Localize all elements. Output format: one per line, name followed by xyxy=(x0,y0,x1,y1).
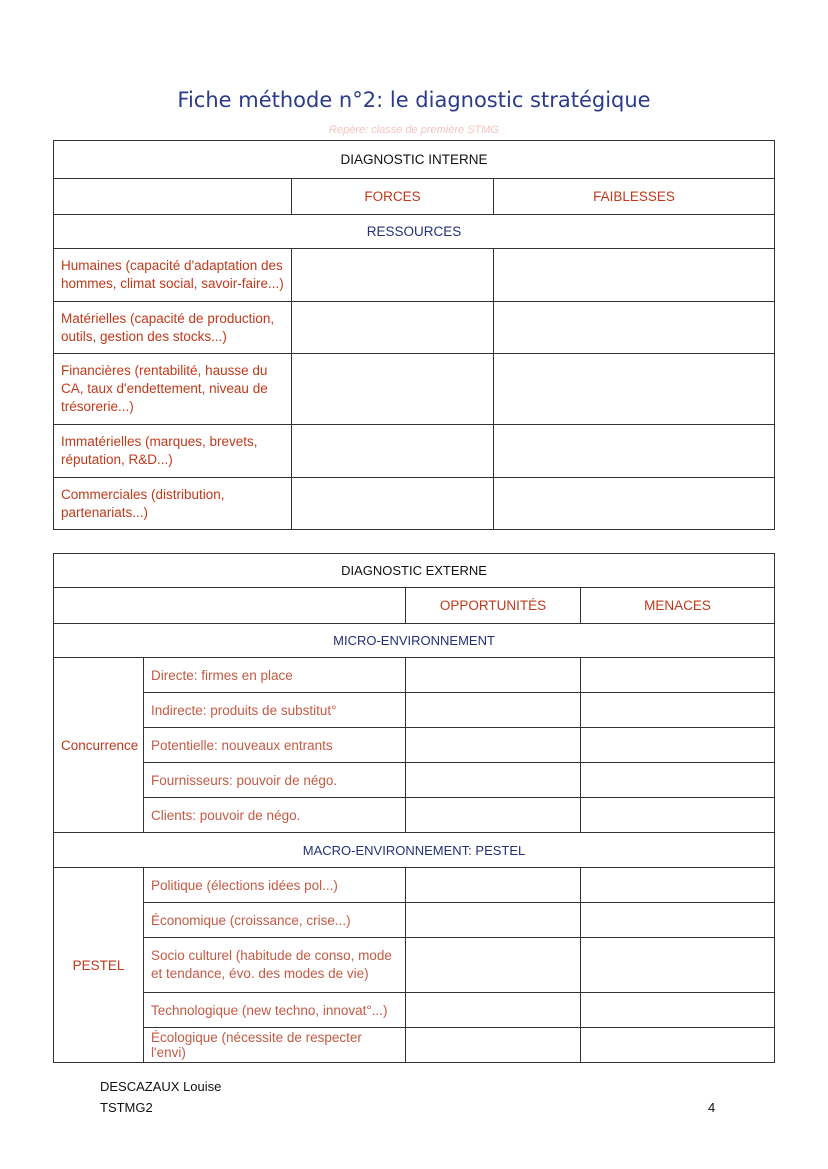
section-ressources: RESSOURCES xyxy=(54,215,775,249)
col-menaces: MENACES xyxy=(581,588,775,624)
opportunites-cell xyxy=(406,798,581,833)
opportunites-cell xyxy=(406,693,581,728)
menaces-cell xyxy=(581,938,775,993)
footer-author: DESCAZAUX Louise xyxy=(100,1079,222,1094)
menaces-cell xyxy=(581,763,775,798)
faiblesses-cell xyxy=(494,478,775,530)
footer-class: TSTMG2 xyxy=(100,1100,153,1115)
page-number: 4 xyxy=(708,1100,716,1115)
opportunites-cell xyxy=(406,1028,581,1063)
opportunites-cell xyxy=(406,763,581,798)
empty-header-cell xyxy=(54,179,292,215)
group-concurrence: Concurrence xyxy=(54,658,144,833)
external-diagnostic-table xyxy=(53,553,775,1063)
forces-cell xyxy=(292,302,494,354)
col-opportunites: OPPORTUNITÉS xyxy=(406,588,581,624)
micro-row-label: Indirecte: produits de substitut° xyxy=(144,693,406,728)
menaces-cell xyxy=(581,658,775,693)
micro-row-label: Clients: pouvoir de négo. xyxy=(144,798,406,833)
menaces-cell xyxy=(581,693,775,728)
opportunites-cell xyxy=(406,868,581,903)
menaces-cell xyxy=(581,903,775,938)
menaces-cell xyxy=(581,868,775,903)
forces-cell xyxy=(292,354,494,425)
forces-cell xyxy=(292,425,494,478)
macro-row-label: Technologique (new techno, innovat°...) xyxy=(144,993,406,1028)
opportunites-cell xyxy=(406,938,581,993)
section-micro: MICRO-ENVIRONNEMENT xyxy=(54,624,775,658)
section-macro: MACRO-ENVIRONNEMENT: PESTEL xyxy=(54,833,775,868)
forces-cell xyxy=(292,249,494,302)
menaces-cell xyxy=(581,798,775,833)
internal-diagnostic-table xyxy=(53,140,775,530)
col-faiblesses: FAIBLESSES xyxy=(494,179,775,215)
opportunites-cell xyxy=(406,728,581,763)
internal-heading: DIAGNOSTIC INTERNE xyxy=(54,141,775,179)
faiblesses-cell xyxy=(494,354,775,425)
resource-row-label: Matérielles (capacité de production, outils, gestion des stocks...) xyxy=(54,302,292,354)
micro-row-label: Potentielle: nouveaux entrants xyxy=(144,728,406,763)
macro-row-label: Politique (élections idées pol...) xyxy=(144,868,406,903)
menaces-cell xyxy=(581,728,775,763)
macro-row-label: Économique (croissance, crise...) xyxy=(144,903,406,938)
resource-row-label: Commerciales (distribution, partenariats...) xyxy=(54,478,292,530)
faiblesses-cell xyxy=(494,249,775,302)
col-forces: FORCES xyxy=(292,179,494,215)
resource-row-label: Humaines (capacité d'adaptation des hommes, climat social, savoir-faire...) xyxy=(54,249,292,302)
empty-header-cell xyxy=(54,588,406,624)
opportunites-cell xyxy=(406,903,581,938)
micro-row-label: Fournisseurs: pouvoir de négo. xyxy=(144,763,406,798)
external-heading: DIAGNOSTIC EXTERNE xyxy=(54,554,775,588)
page-title: Fiche méthode n°2: le diagnostic stratégique xyxy=(177,88,651,112)
resource-row-label: Immatérielles (marques, brevets, réputation, R&D...) xyxy=(54,425,292,478)
macro-row-label: Socio culturel (habitude de conso, mode et tendance, évo. des modes de vie) xyxy=(144,938,406,993)
opportunites-cell xyxy=(406,993,581,1028)
menaces-cell xyxy=(581,1028,775,1063)
forces-cell xyxy=(292,478,494,530)
macro-row-label: Écologique (nécessite de respecter l'envi) xyxy=(144,1028,406,1063)
page-subtitle: Repère: classe de première STMG xyxy=(329,124,499,136)
resource-row-label: Financières (rentabilité, hausse du CA, taux d'endettement, niveau de trésorerie...) xyxy=(54,354,292,425)
micro-row-label: Directe: firmes en place xyxy=(144,658,406,693)
faiblesses-cell xyxy=(494,302,775,354)
faiblesses-cell xyxy=(494,425,775,478)
menaces-cell xyxy=(581,993,775,1028)
opportunites-cell xyxy=(406,658,581,693)
group-pestel: PESTEL xyxy=(54,868,144,1063)
